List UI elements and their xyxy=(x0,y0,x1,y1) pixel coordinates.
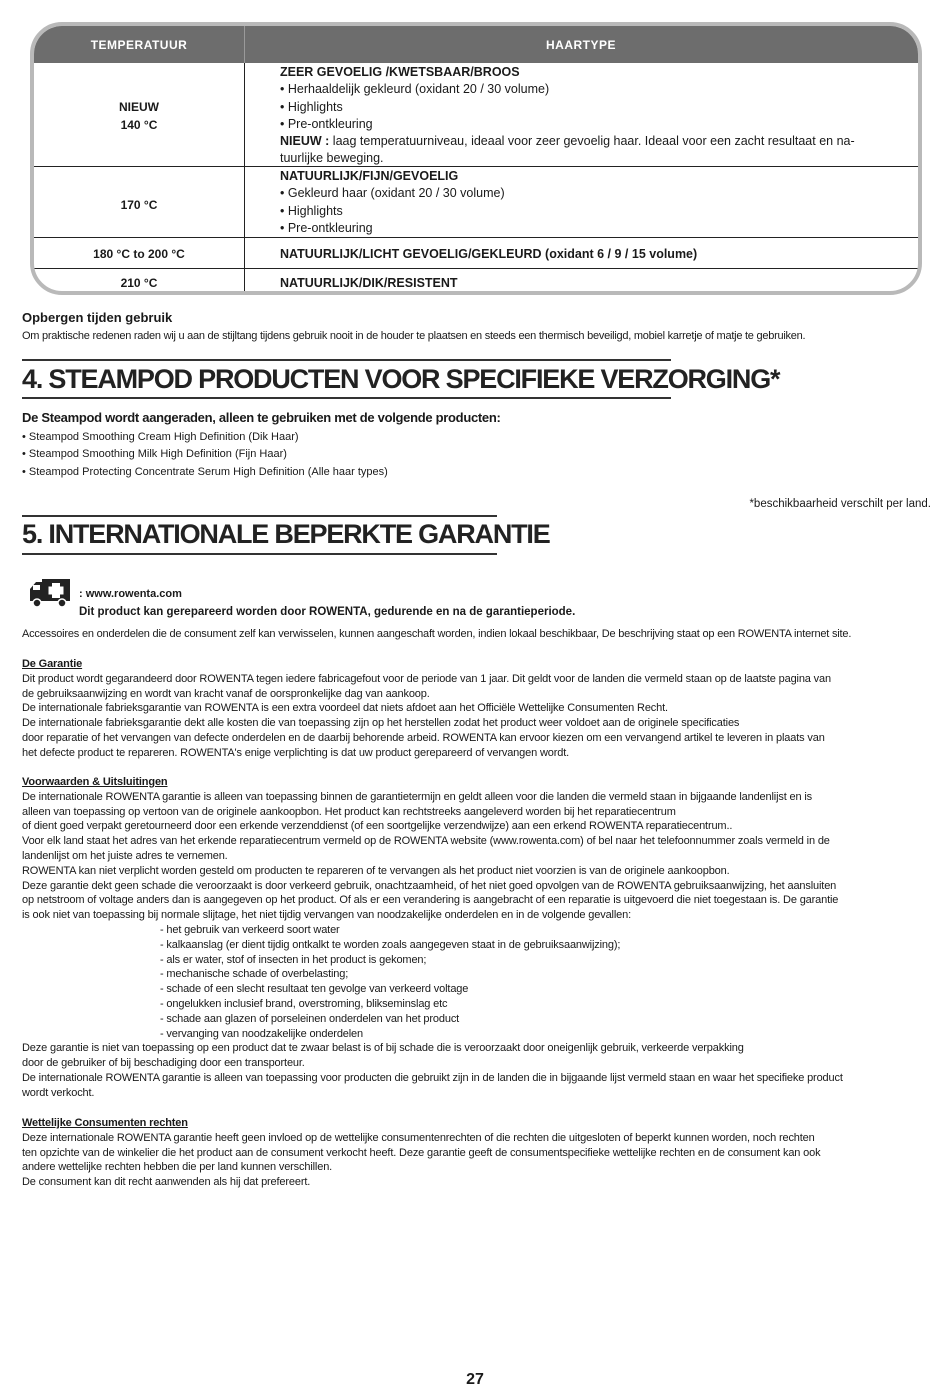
table-row-temp: 170 °C xyxy=(120,198,158,212)
rowenta-website: : www.rowenta.com xyxy=(79,588,182,600)
table-header xyxy=(34,26,918,63)
garantie-block: De Garantie Dit product wordt gegarandeerd door ROWENTA tegen iedere fabricagefout voor de periode van 1 jaar. Dit geldt voor de landen die vermeld staan op de laatste pagina van de gebruiksaanwijzing en wordt van kracht vanaf de oorspronkelijke dag van aankoop. De internationale fabrieksgarantie van ROWENTA is een extra voordeel dat niets afdoet aan het Officiële Wettelijke Consumenten Recht. De internationale fabrieksgarantie dekt alle kosten die van toepassing zijn op het herstellen zodat het product weer voldoet aan de originele specificaties door reparatie of het vervangen van defecte onderdelen en de daarbij behorende arbeid. ROWENTA kan ervoor kiezen om een vervangend artikel te leveren in plaats van het defecte product te repareren. ROWENTA's enige verplichting is dat uw product gerepareerd of vervangen wordt. xyxy=(22,657,934,761)
list-item: - schade of een slecht resultaat ten gevolge van verkeerd voltage xyxy=(160,983,469,996)
list-item: - kalkaanslag (er dient tijdig ontkalkt te worden zoals aangegeven staat in de gebruiksaanwijzing); xyxy=(160,938,621,951)
table-row-hairtype: ZEER GEVOELIG /KWETSBAAR/BROOS • Herhaaldelijk gekleurd (oxidant 20 / 30 volume) • Highlights • Pre-ontkleuring NIEUW : laag temperatuurniveau, ideaal voor zeer gevoelig haar. Ideaal voor een zacht resultaat en na- tuurlijke beweging. xyxy=(280,65,855,166)
list-item: • Steampod Smoothing Cream High Definition (Dik Haar) xyxy=(22,431,299,443)
header-temperature: TEMPERATUUR xyxy=(90,38,188,52)
table-row-temp: 210 °C xyxy=(120,276,158,290)
voorwaarden-block: Voorwaarden & Uitsluitingen De internationale ROWENTA garantie is alleen van toepassing binnen de garantietermijn en geldt alleen voor die landen die vermeld staan in bijgaande landenlijst en is alleen van toepassing op vertoon van de originele aankoopbon. Het product kan rechtstreeks aangeleverd worden bij het reparatiecentrum of dient goed verpakt geretourneerd door een erkende verzenddienst (of een soortgelijke verzendwijze) aan een erkend ROWENTA reparatiecentrum.. Voor elk land staat het adres van het erkende reparatiecentrum vermeld op de ROWENTA website (www.rowenta.com) of bel naar het telefoonnummer zoals vermeld in de landenlijst om het juiste adres te vernemen. ROWENTA kan niet verplicht worden gesteld om producten te repareren of te vervangen als het product niet voorzien is van de originele aankoopbon. Deze garantie dekt geen schade die veroorzaakt is door verkeerd gebruik, onachtzaamheid, of het niet goed opvolgen van de ROWENTA gebruiksaanwijzing, het aansluiten op netstroom of voltage anders dan is aangegeven op het product. Of als er een verandering is aangebracht of een reparatie is uitgevoerd die niet toegestaan is. De garantie is ook niet van toepassing bij normale slijtage, het niet tijdig vervangen van noodzakelijke onderdelen en in de volgende gevallen: - het gebruik van verkeerd soort water - kalkaanslag (er dient tijdig ontkalkt te worden zoals aangegeven staat in de gebruiksaanwijzing); - als er water, stof of insecten in het product is gekomen; - mechanische schade of overbelasting; - schade of een slecht resultaat ten gevolge van verkeerd voltage - ongelukken inclusief brand, overstroming, blikseminslag etc - schade aan glazen of porseleinen onderdelen van het product - vervanging van noodzakelijke onderdelen Deze garantie is niet van toepassing op een product dat te zwaar belast is of bij schade die is veroorzaakt door oneigenlijk gebruik, verkeerde verpakking door de gebruiker of bij beschadiging door een transporteur. De internationale ROWENTA garantie is alleen van toepassing voor producten die gebruikt zijn in de landen die in bijgaande lijst vermeld staan en waar het specifieke product wordt verkocht. xyxy=(22,775,934,1101)
table-row-hairtype: NATUURLIJK/DIK/RESISTENT xyxy=(280,276,458,290)
list-item: - ongelukken inclusief brand, overstroming, blikseminslag etc xyxy=(160,997,448,1010)
wettelijk-block: Wettelijke Consumenten rechten Deze internationale ROWENTA garantie heeft geen invloed op de wettelijke consumentenrechten of die rechten die uitgesloten of beperkt kunnen worden, noch rechten ten opzichte van de winkelier die het product aan de consument verkocht heeft. Deze garantie geeft de consumentspecifieke wettelijke rechten en de consument kan ook andere wettelijke rechten hebben die per land kunnen verschillen. De consument kan dit recht aanwenden als hij dat prefereert. xyxy=(22,1116,934,1190)
table-row-temp: NIEUW 140 °C xyxy=(119,100,159,132)
storage-heading: Opbergen tijden gebruik xyxy=(22,310,173,325)
list-item: - als er water, stof of insecten in het product is gekomen; xyxy=(160,953,427,966)
header-hair-type: HAARTYPE xyxy=(545,38,616,52)
voorwaarden-heading: Voorwaarden & Uitsluitingen xyxy=(22,776,168,788)
repair-statement: Dit product kan gerepareerd worden door ROWENTA, gedurende en na de garantieperiode. xyxy=(79,606,576,618)
repair-service-van-icon xyxy=(28,576,74,610)
list-item: - het gebruik van verkeerd soort water xyxy=(160,923,340,936)
wettelijk-heading: Wettelijke Consumenten rechten xyxy=(22,1117,188,1129)
storage-text: Om praktische redenen raden wij u aan de stijltang tijdens gebruik nooit in de houder te plaatsen en steeds een thermisch beveiligd, mobiel karretje of matje te gebruiken. xyxy=(22,330,806,342)
page-number: 27 xyxy=(466,1371,484,1388)
list-item: - mechanische schade of overbelasting; xyxy=(160,968,349,981)
list-item: • Steampod Smoothing Milk High Definition (Fijn Haar) xyxy=(22,448,287,461)
garantie-heading: De Garantie xyxy=(22,658,83,670)
table-row-hairtype: NATUURLIJK/FIJN/GEVOELIG • Gekleurd haar (oxidant 20 / 30 volume) • Highlights • Pre-ontkleuring xyxy=(280,169,505,235)
section-5-title: 5. INTERNATIONALE BEPERKTE GARANTIE xyxy=(22,519,550,549)
section-4-title: 4. STEAMPOD PRODUCTEN VOOR SPECIFIEKE VERZORGING* xyxy=(22,364,780,394)
table-row-hairtype: NATUURLIJK/LICHT GEVOELIG/GEKLEURD (oxidant 6 / 9 / 15 volume) xyxy=(280,247,698,261)
accessories-text: Accessoires en onderdelen die de consument zelf kan verwisselen, kunnen aangeschaft worden, indien lokaal beschikbaar, De beschrijving staat op een ROWENTA internet site. xyxy=(22,628,852,640)
exclusion-list xyxy=(22,923,934,1041)
list-item: - vervanging van noodzakelijke onderdelen xyxy=(160,1027,363,1040)
hair-type-table xyxy=(30,22,922,295)
product-list xyxy=(22,429,388,481)
table-row-temp: 180 °C to 200 °C xyxy=(93,247,185,261)
list-item: - schade aan glazen of porseleinen onderdelen van het product xyxy=(160,1012,460,1025)
availability-footnote: *beschikbaarheid verschilt per land. xyxy=(749,498,931,510)
section-4-subheading: De Steampod wordt aangeraden, alleen te gebruiken met de volgende producten: xyxy=(22,410,501,425)
list-item: • Steampod Protecting Concentrate Serum High Definition (Alle haar types) xyxy=(22,465,388,478)
